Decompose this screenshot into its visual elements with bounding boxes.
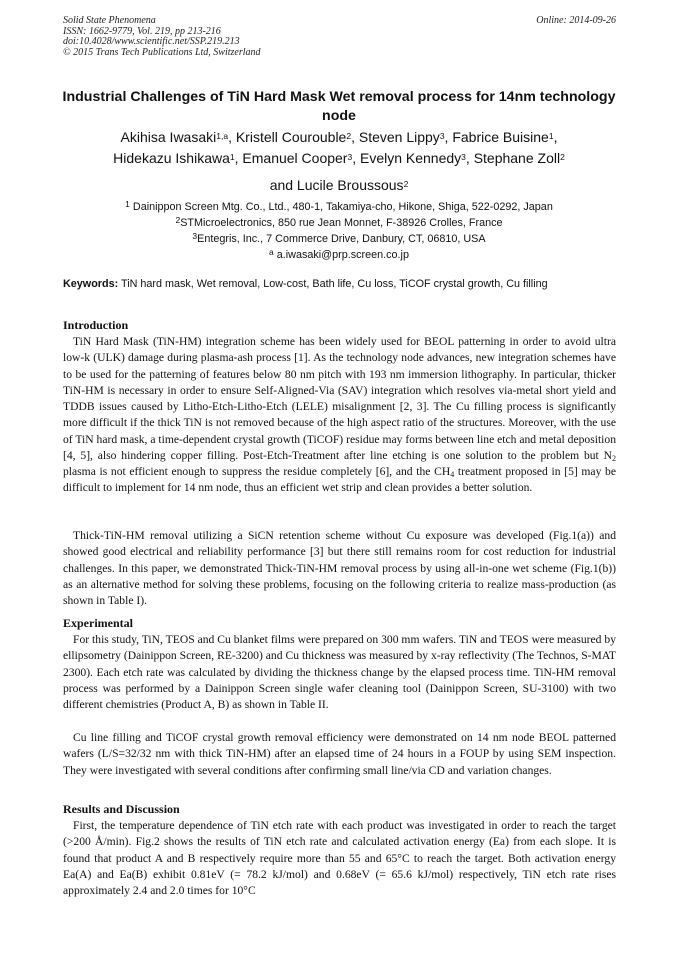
author-separator: , — [553, 129, 558, 145]
affiliation-mark: a — [269, 247, 274, 258]
author-affiliation-mark: 2 — [403, 179, 409, 190]
author-name: Kristell Courouble — [235, 129, 347, 145]
online-date: Online: 2014-09-26 — [536, 15, 616, 26]
affiliation-3 — [50, 231, 628, 247]
author-line-1 — [50, 127, 628, 148]
introduction-paragraph-1 — [63, 334, 616, 497]
author-separator: , — [465, 150, 474, 166]
author-name: Steven Lippy — [358, 129, 440, 145]
author-affiliation-mark: 2 — [346, 131, 352, 142]
author-name: Akihisa Iwasaki — [120, 129, 217, 145]
paragraph-text: treatment proposed in [5] may be difficult to implement for 14 nm node, thus an efficient wet strip and clean provides a better solution. — [63, 465, 616, 495]
keywords — [63, 277, 616, 291]
author-line-2 — [50, 148, 628, 169]
affiliation-mark: 3 — [192, 231, 198, 242]
author-separator: , — [228, 129, 236, 145]
paper-title: Industrial Challenges of TiN Hard Mask Wet removal process for 14nm technology node — [62, 89, 616, 124]
author-name: Evelyn Kennedy — [359, 150, 462, 166]
subscript: 2 — [612, 453, 616, 463]
affiliation-mark: 2 — [175, 215, 181, 226]
journal-issn: ISSN: 1662-9779, Vol. 219, pp 213-216 — [63, 25, 221, 37]
affiliation-2 — [50, 215, 628, 231]
author-affiliation-mark: 2 — [560, 152, 565, 163]
journal-copyright: © 2015 Trans Tech Publications Ltd, Switzerland — [63, 46, 261, 58]
affiliation-text: STMicroelectronics, 850 rue Jean Monnet, F-38926 Crolles, France — [180, 217, 503, 229]
author-separator: , — [234, 150, 243, 166]
author-affiliation-mark: 3 — [347, 152, 353, 163]
journal-doi: doi:10.4028/www.scientific.net/SSP.219.213 — [63, 36, 240, 47]
author-affiliation-mark: 3 — [461, 152, 466, 163]
author-name: Stephane Zoll — [473, 150, 561, 166]
author-line-3 — [50, 175, 628, 196]
affiliation-email — [50, 247, 628, 263]
results-paragraph-1: First, the temperature dependence of TiN etch rate with each product was investigated in order to reach the target (>200 Å/min). Fig.2 shows the results of TiN etch rate and calculated activation energy (Ea) from each slope. It is found that product A and B respectively require more than 55 and 65°C to reach the target. Both activation energy Ea(A) and Ea(B) exhibit 0.81eV (= 78.2 kJ/mol) and 0.68eV (= 65.6 kJ/mol) respectively, TiN etch rate rises approximately 2.4 and 2.0 times for 10°C — [63, 819, 616, 897]
journal-name: Solid State Phenomena — [63, 15, 156, 26]
author-separator: , — [352, 150, 360, 166]
section-heading-results: Results and Discussion — [63, 802, 180, 816]
keywords-text: TiN hard mask, Wet removal, Low-cost, Bath life, Cu loss, TiCOF crystal growth, Cu filling — [118, 278, 548, 290]
author-name: and Lucile Broussous — [269, 177, 404, 193]
author-name: Fabrice Buisine — [452, 129, 549, 145]
author-separator: , — [351, 129, 359, 145]
experimental-paragraph-1: For this study, TiN, TEOS and Cu blanket films were prepared on 300 mm wafers. TiN and TEOS were measured by ellipsometry (Dainippon Screen, RE-3200) and Cu thickness was measured by x-ray reflectivity (The Technos, S-MAT 2300). Each etch rate was calculated by dividing the thickness change by the elapsed process time. TiN-HM removal process was performed by a Dainippon Screen single wafer cleaning tool (Dainippon Screen, SU-3100) with two different chemistries (Product A, B) as shown in Table II. — [63, 633, 616, 711]
journal-header — [63, 16, 261, 58]
author-name: Emanuel Cooper — [242, 150, 348, 166]
affiliation-text: Dainippon Screen Mtg. Co., Ltd., 480-1, Takamiya-cho, Hikone, Shiga, 522-0292, Japan — [129, 201, 553, 213]
author-affiliation-mark: 1 — [229, 152, 235, 163]
paragraph-text: TiN Hard Mask (TiN-HM) integration scheme has been widely used for BEOL patterning in order to avoid ultra low-k (ULK) damage during plasma-ash process [1]. As the technology node advances, new integration schemes have to be used for the patterning of features below 80 nm pitch with 193 nm immersion lithography. In particular, thicker TiN-HM is necessary in order to ensure Self-Aligned-Via (SAV) integration which resolves via-metal short yield and TDDB issues caused by Litho-Etch-Litho-Etch (LELE) misalignment [2, 3]. The Cu filling process is significantly more difficult if the thick TiN is not removed because of the high aspect ratio of the structures. Moreover, with the use of TiN hard mask, a time-dependent crystal growth (TiCOF) residue may forms between line etch and metal deposition [4, 5], also hindering copper filling. Post-Etch-Treatment after line etching is one solution to the problem but N — [63, 335, 616, 462]
author-affiliation-mark: 3 — [439, 131, 445, 142]
section-heading-experimental: Experimental — [63, 616, 133, 630]
affiliation-text: Entegris, Inc., 7 Commerce Drive, Danbury, CT, 06810, USA — [197, 233, 486, 245]
affiliation-mark: 1 — [125, 199, 130, 210]
paragraph-text: plasma is not efficient enough to suppress the residue completely [6], and the CH — [63, 465, 451, 478]
affiliation-1 — [50, 199, 628, 215]
experimental-paragraph-2: Cu line filling and TiCOF crystal growth removal efficiency were demonstrated on 14 nm node BEOL patterned wafers (L/S=32/32 nm with thick TiN-HM) after an elapsed time of 24 hours in a FOUP by using SEM inspection. They were investigated with several conditions after confirming small line/via CD and variation changes. — [63, 731, 616, 777]
author-affiliation-mark: 1 — [548, 131, 554, 142]
introduction-paragraph-2: Thick-TiN-HM removal utilizing a SiCN retention scheme without Cu exposure was developed (Fig.1(a)) and showed good electrical and reliability performance [3] but there still remains room for cost reduction for industrial challenges. In this paper, we demonstrated Thick-TiN-HM removal process by using all-in-one wet scheme (Fig.1(b)) as an alternative method for solving these problems, focusing on the following criteria to realize mass-production (as shown in Table I). — [63, 529, 616, 607]
email-address: a.iwasaki@prp.screen.co.jp — [273, 249, 409, 261]
keywords-label: Keywords: — [63, 278, 119, 290]
author-separator: , — [444, 129, 453, 145]
author-affiliation-mark: 1,a — [216, 131, 229, 142]
author-list — [50, 127, 628, 196]
author-name: Hidekazu Ishikawa — [113, 150, 230, 166]
section-heading-introduction: Introduction — [63, 318, 129, 332]
subscript: 4 — [450, 470, 455, 479]
affiliation-list — [50, 199, 628, 263]
